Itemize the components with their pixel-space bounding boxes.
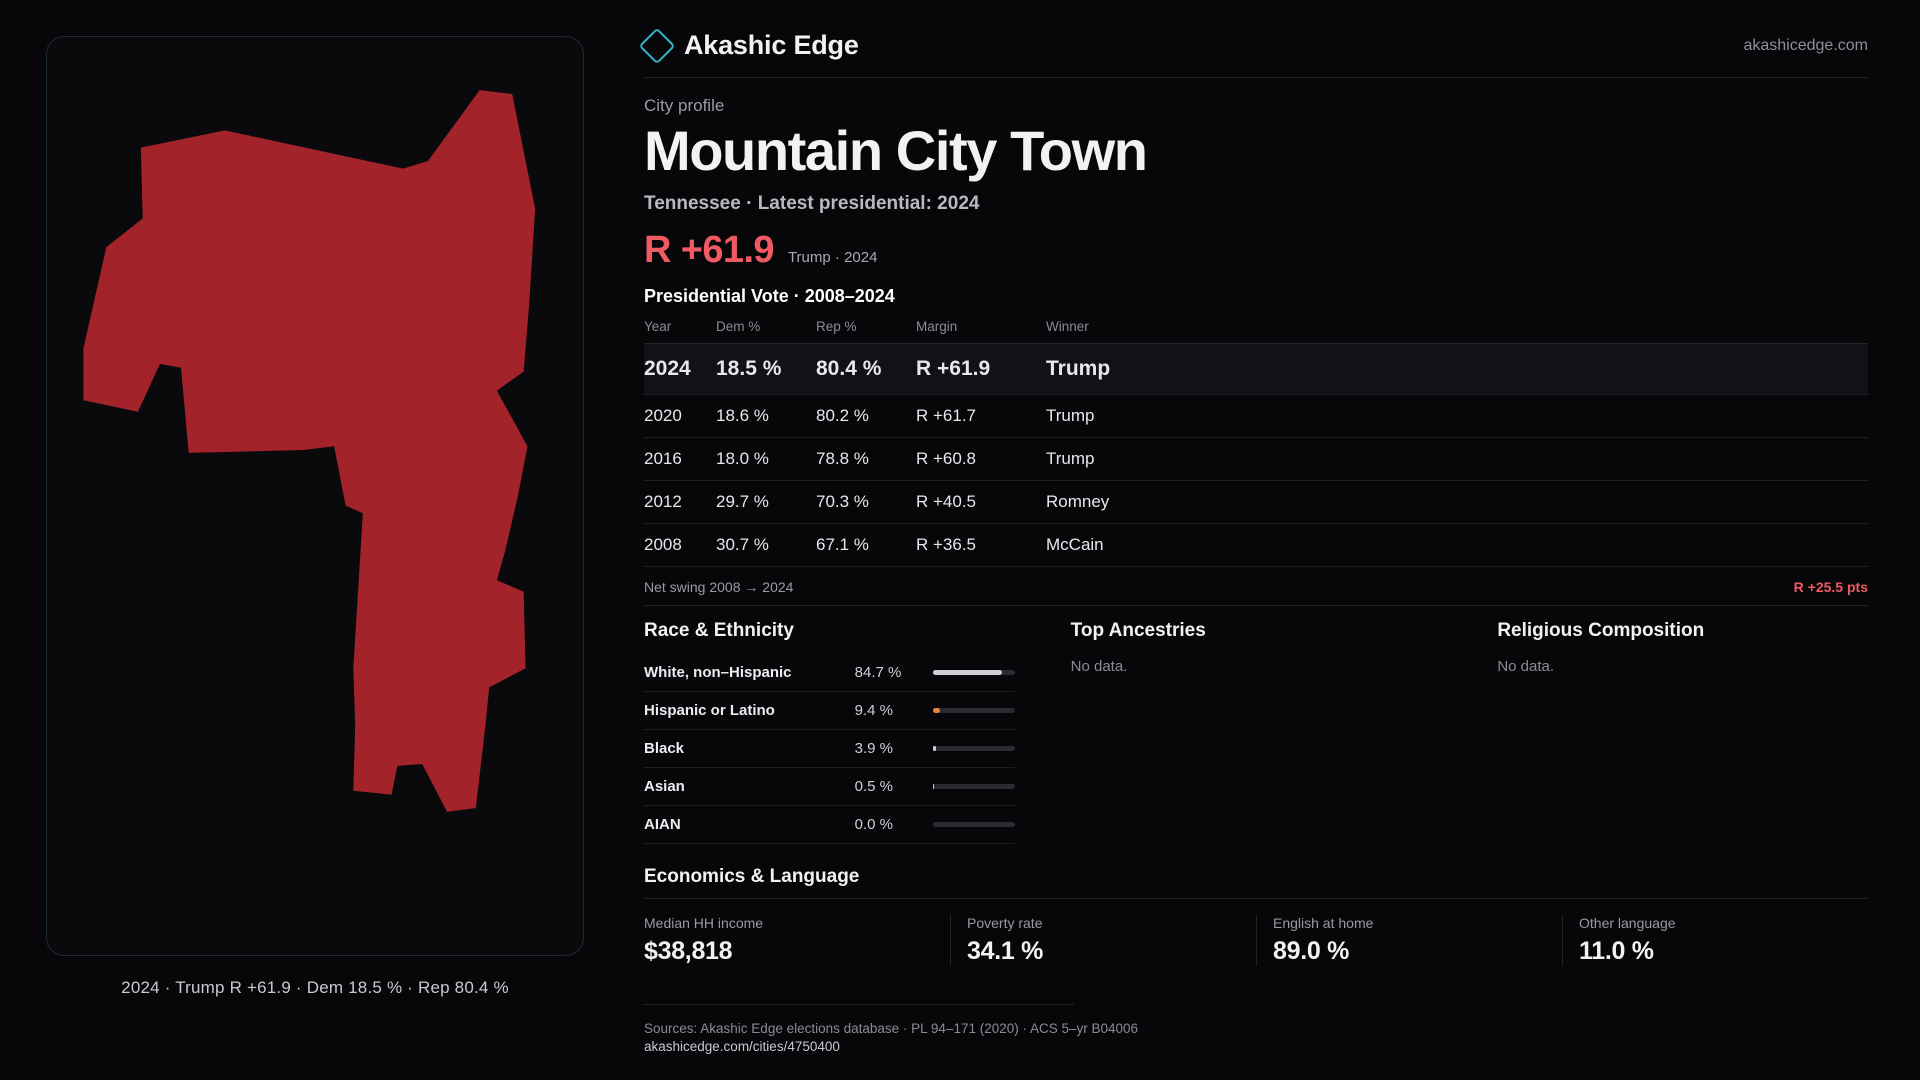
race-label: White, non–Hispanic <box>644 654 855 692</box>
table-header-row <box>644 319 1868 344</box>
footer <box>644 986 1868 1080</box>
col-dem: Dem % <box>716 319 816 344</box>
cell-dem: 18.5 % <box>716 343 816 394</box>
table-row <box>644 343 1868 394</box>
race-bar <box>933 767 1015 805</box>
col-margin: Margin <box>916 319 1046 344</box>
list-item <box>644 805 1015 843</box>
cell-dem: 30.7 % <box>716 523 816 566</box>
brand-url: akashicedge.com <box>1743 36 1868 54</box>
brand-left <box>644 30 859 61</box>
econ-median-hh-income <box>644 915 950 966</box>
headline-margin-value: R +61.9 <box>644 228 774 271</box>
cell-rep: 78.8 % <box>816 437 916 480</box>
list-item <box>644 691 1015 729</box>
top-ancestries-column <box>1071 620 1442 844</box>
list-item <box>644 767 1015 805</box>
race-table <box>644 654 1015 844</box>
net-swing-row <box>644 579 1868 606</box>
cell-dem: 18.0 % <box>716 437 816 480</box>
cell-winner: Trump <box>1046 394 1868 437</box>
race-bar <box>933 691 1015 729</box>
diamond-icon <box>639 27 676 64</box>
econ-poverty-rate <box>950 915 1256 966</box>
brand-bar <box>644 30 1868 78</box>
headline-margin-detail: Trump · 2024 <box>787 248 878 266</box>
profile-content <box>614 0 1920 1080</box>
col-year: Year <box>644 319 716 344</box>
cell-margin: R +61.7 <box>916 394 1046 437</box>
cell-year: 2024 <box>644 343 716 394</box>
table-row <box>644 523 1868 566</box>
cell-year: 2012 <box>644 480 716 523</box>
list-item <box>644 729 1015 767</box>
economics-grid <box>644 898 1868 966</box>
table-row <box>644 480 1868 523</box>
page-subtitle: Tennessee · Latest presidential: 2024 <box>644 192 980 214</box>
cell-rep: 80.2 % <box>816 394 916 437</box>
page-kicker: City profile <box>644 96 725 115</box>
cell-winner: Trump <box>1046 437 1868 480</box>
race-pct: 84.7 % <box>855 654 933 692</box>
ancestries-empty: No data. <box>1070 657 1128 675</box>
footer-sources: Sources: Akashic Edge elections database · PL 94–171 (2020) · ACS 5–yr B04006 <box>644 1020 1139 1036</box>
net-swing-label: Net swing 2008 → 2024 <box>644 578 794 595</box>
econ-value: $38,818 <box>644 936 733 965</box>
race-pct: 3.9 % <box>855 729 933 767</box>
race-label: Black <box>644 729 855 767</box>
cell-rep: 70.3 % <box>816 480 916 523</box>
cell-winner: Trump <box>1046 343 1868 394</box>
footer-permalink[interactable]: akashicedge.com/cities/4750400 <box>644 1039 840 1054</box>
religion-empty: No data. <box>1497 657 1555 675</box>
map-frame <box>46 36 584 956</box>
econ-label: English at home <box>1273 914 1374 931</box>
econ-label: Poverty rate <box>967 914 1043 931</box>
econ-label: Other language <box>1579 914 1676 931</box>
vote-section-heading: Presidential Vote · 2008–2024 <box>644 285 895 306</box>
religion-title: Religious Composition <box>1497 619 1705 641</box>
page-title: Mountain City Town <box>644 119 1147 182</box>
col-rep: Rep % <box>816 319 916 344</box>
econ-value: 89.0 % <box>1273 936 1350 965</box>
race-ethnicity-column <box>644 620 1015 844</box>
race-bar <box>933 654 1015 692</box>
cell-dem: 29.7 % <box>716 480 816 523</box>
economics-title: Economics & Language <box>644 865 860 887</box>
cell-winner: Romney <box>1046 480 1868 523</box>
cell-dem: 18.6 % <box>716 394 816 437</box>
race-label: AIAN <box>644 805 855 843</box>
presidential-vote-table <box>644 319 1868 567</box>
econ-other-language <box>1562 915 1868 966</box>
race-pct: 9.4 % <box>855 691 933 729</box>
race-pct: 0.5 % <box>855 767 933 805</box>
footer-divider <box>644 1004 1074 1005</box>
cell-winner: McCain <box>1046 523 1868 566</box>
cell-year: 2008 <box>644 523 716 566</box>
cell-rep: 67.1 % <box>816 523 916 566</box>
race-bar <box>933 729 1015 767</box>
cell-year: 2016 <box>644 437 716 480</box>
econ-label: Median HH income <box>644 914 764 931</box>
cell-margin: R +61.9 <box>916 343 1046 394</box>
econ-value: 11.0 % <box>1579 936 1654 965</box>
net-swing-value: R +25.5 pts <box>1793 578 1868 595</box>
cell-year: 2020 <box>644 394 716 437</box>
religious-composition-column <box>1497 620 1868 844</box>
cell-margin: R +40.5 <box>916 480 1046 523</box>
cell-margin: R +36.5 <box>916 523 1046 566</box>
map-panel <box>0 0 614 1080</box>
cell-margin: R +60.8 <box>916 437 1046 480</box>
demographics-grid <box>644 620 1868 844</box>
race-label: Asian <box>644 767 855 805</box>
table-row <box>644 437 1868 480</box>
map-caption: 2024 · Trump R +61.9 · Dem 18.5 % · Rep 80.4 % <box>121 978 509 997</box>
list-item <box>644 654 1015 692</box>
econ-value: 34.1 % <box>967 936 1044 965</box>
city-boundary-polygon <box>83 90 535 812</box>
race-pct: 0.0 % <box>855 805 933 843</box>
race-title: Race & Ethnicity <box>644 619 794 641</box>
city-shape-map <box>47 37 583 955</box>
race-bar <box>933 805 1015 843</box>
headline-margin <box>644 229 1868 272</box>
col-winner: Winner <box>1046 319 1868 344</box>
ancestries-title: Top Ancestries <box>1070 619 1206 641</box>
econ-english-at-home <box>1256 915 1562 966</box>
brand-name: Akashic Edge <box>684 30 859 60</box>
table-row <box>644 394 1868 437</box>
race-label: Hispanic or Latino <box>644 691 855 729</box>
cell-rep: 80.4 % <box>816 343 916 394</box>
